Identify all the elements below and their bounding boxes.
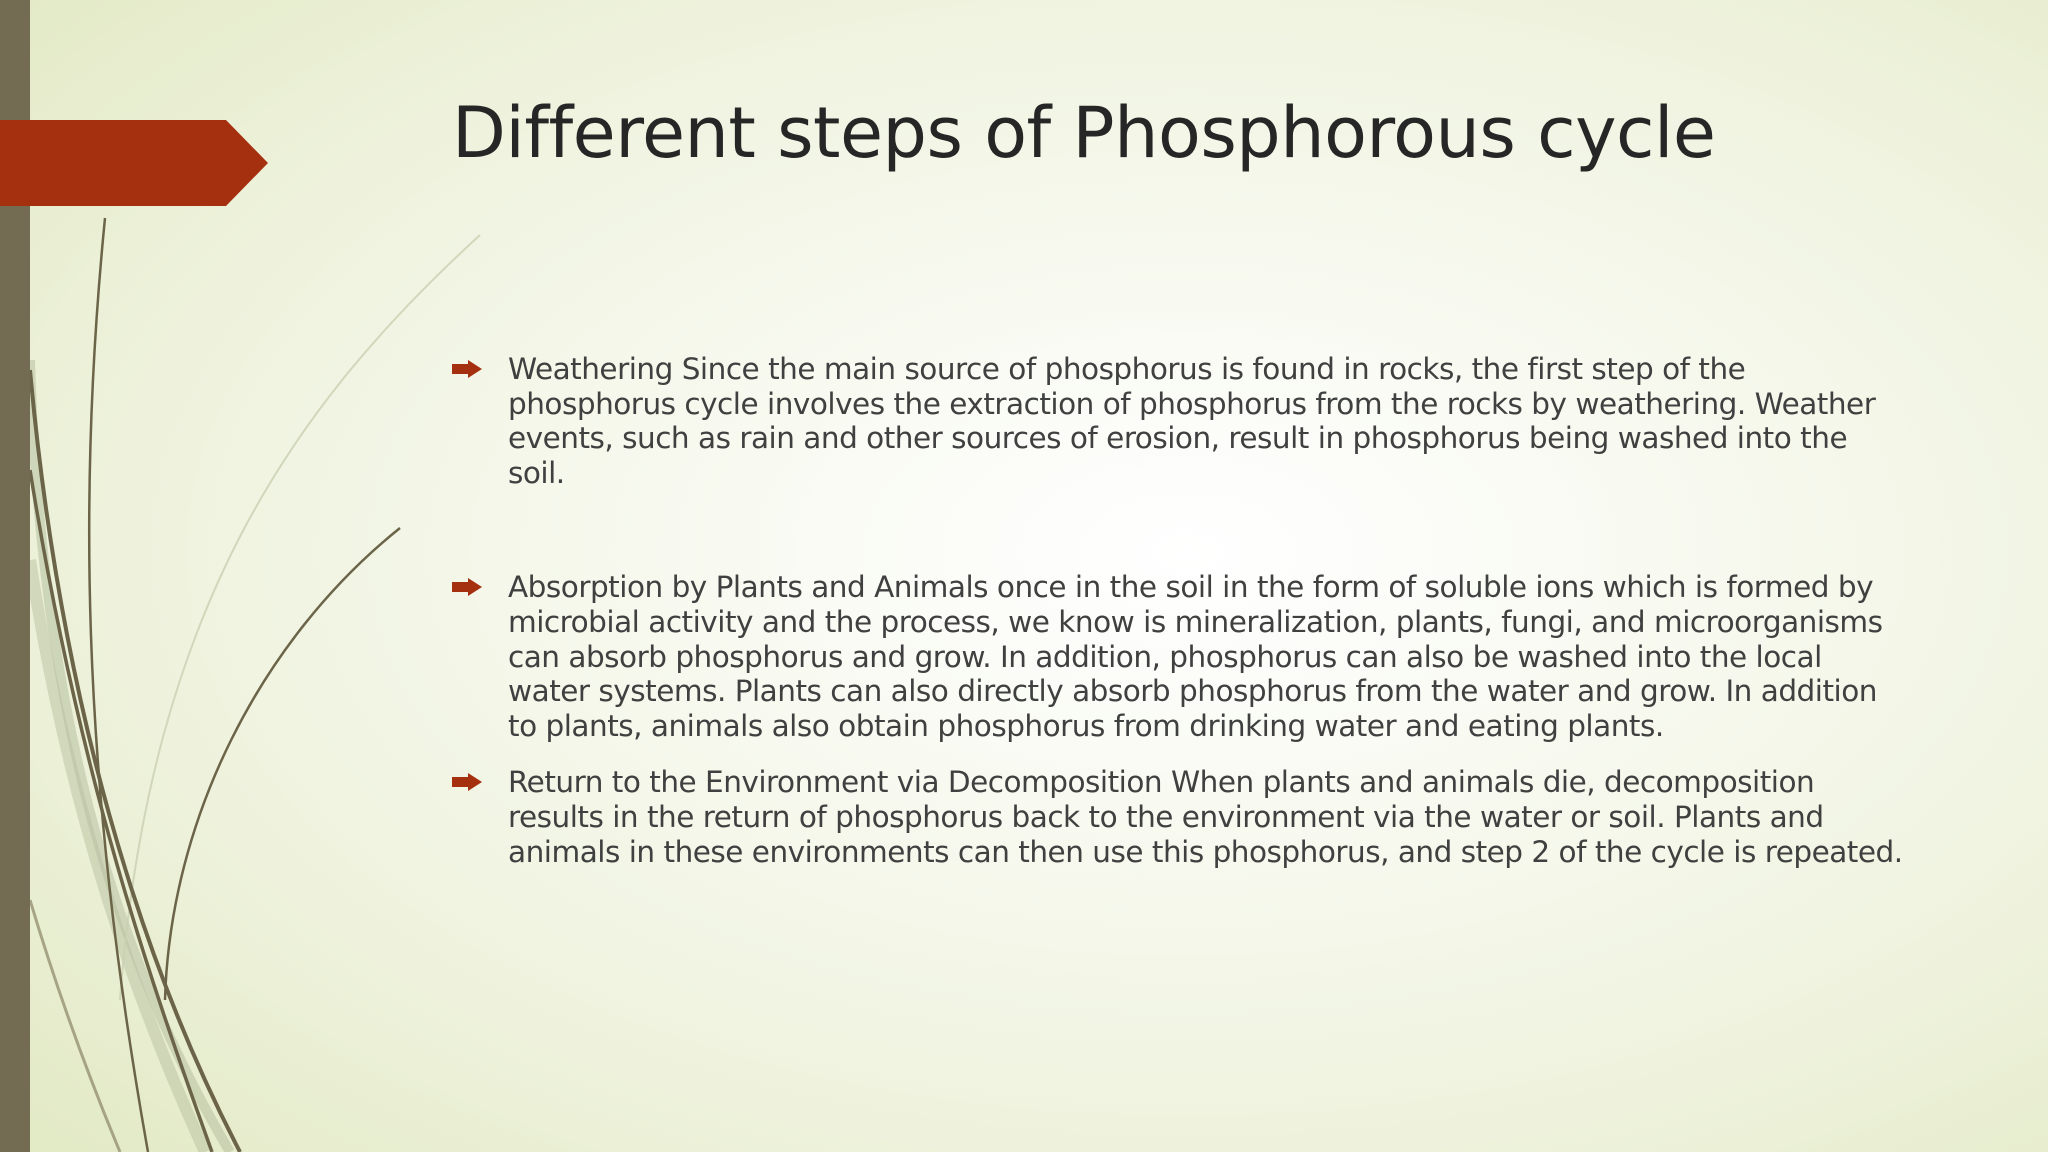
arrow-right-icon [452,578,482,596]
bullet-text: Absorption by Plants and Animals once in the soil in the form of soluble ions which is formed by microbial activity and the process, we know is mineralization, plants, fungi, and microorganisms can absorb phosphorus and grow. In addition, phosphorus can also be washed into the local water systems. Plants can also directly absorb phosphorus from the water and grow. In addition to plants, animals also obtain phosphorus from drinking water and eating plants. [508,570,1883,743]
title-arrow-banner [0,120,270,206]
bullet-item-weathering [452,352,1912,490]
bullet-text: Return to the Environment via Decomposition When plants and animals die, decomposition results in the return of phosphorus back to the environment via the water or soil. Plants and animals in these environments can then use this phosphorus, and step 2 of the cycle is repeated. [508,765,1903,869]
arrow-right-icon [452,773,482,791]
bullet-item-decomposition [452,765,1912,869]
arrow-right-icon [452,360,482,378]
bullet-text: Weathering Since the main source of phosphorus is found in rocks, the first step of the phosphorus cycle involves the extraction of phosphorus from the rocks by weathering. Weather events, such as rain and other sources of erosion, result in phosphorus being washed into the soil. [508,352,1876,490]
slide-title: Different steps of Phosphorous cycle [452,92,1716,174]
bullet-item-absorption [452,570,1912,743]
bullet-list [452,352,1912,869]
